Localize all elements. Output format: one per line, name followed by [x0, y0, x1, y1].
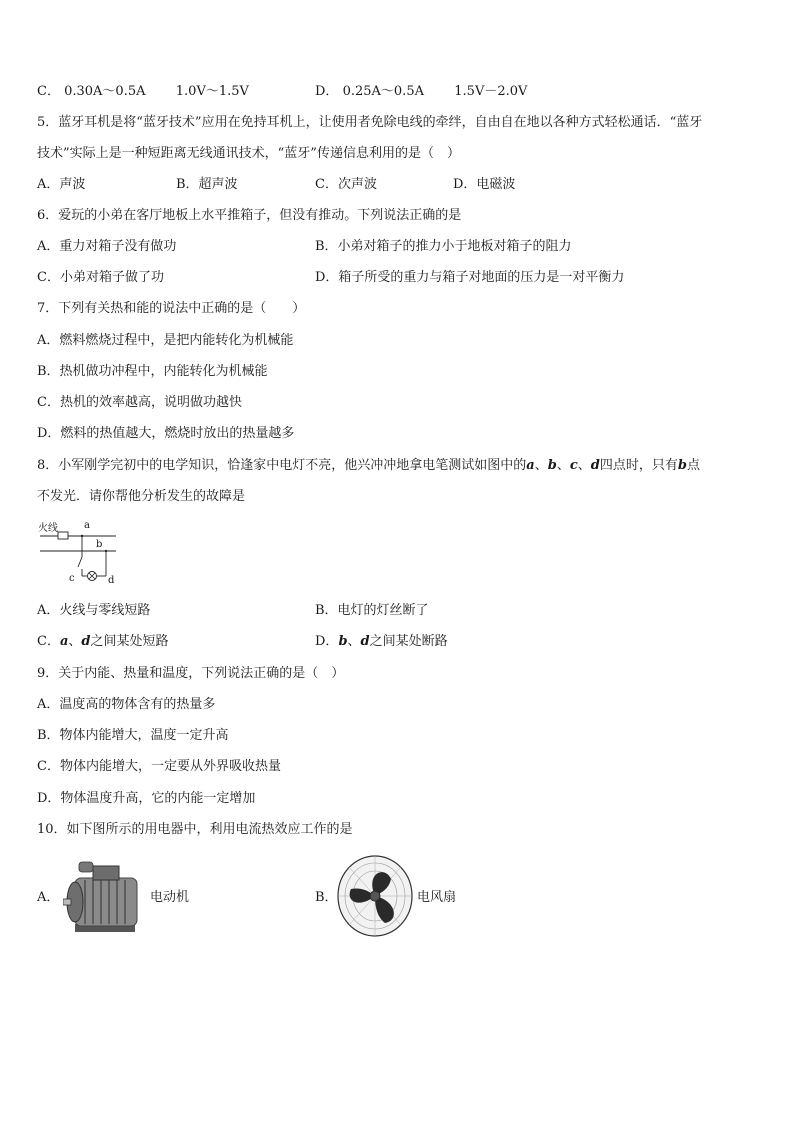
q8-stem-end: 点 — [686, 458, 700, 473]
q8-point-b: b — [547, 458, 557, 473]
q10-option-a-letter[interactable]: A． — [37, 890, 60, 905]
q7-stem: 7．下列有关热和能的说法中正确的是（ ） — [37, 301, 306, 316]
q4-option-c-voltage: 1.0V～1.5V — [175, 84, 249, 99]
q8-option-c-letter: C． — [37, 634, 60, 649]
q8-sep: 、 — [577, 458, 591, 473]
q8-sep: 、 — [534, 458, 548, 473]
q9-option-d[interactable]: D．物体温度升高，它的内能一定增加 — [37, 791, 256, 806]
q8-point-a: a — [526, 458, 535, 473]
live-wire-label: 火线 — [38, 523, 58, 534]
switch — [78, 557, 82, 567]
q9-option-c[interactable]: C．物体内能增大，一定要从外界吸收热量 — [37, 759, 281, 774]
q8-stem-mid: 四点时，只有 — [599, 458, 678, 473]
motor-icon — [63, 858, 148, 938]
fan-hub — [370, 891, 380, 901]
q9-option-a[interactable]: A．温度高的物体含有的热量多 — [37, 697, 216, 712]
fuse — [58, 532, 68, 539]
q8-point-b2: b — [677, 458, 687, 473]
point-c-label: c — [69, 573, 75, 584]
q5-option-b[interactable]: B．超声波 — [176, 177, 238, 192]
q4-option-d-voltage: 1.5V－2.0V — [454, 84, 528, 99]
electric-motor-image[interactable] — [63, 858, 148, 938]
q8-option-c[interactable] — [37, 633, 169, 651]
q5-option-d[interactable]: D．电磁波 — [453, 177, 516, 192]
q8-option-c-point-d: d — [81, 634, 91, 649]
q9-stem: 9．关于内能、热量和温度，下列说法正确的是（ ） — [37, 666, 345, 681]
q5-stem-line1: 5．蓝牙耳机是将“蓝牙技术”应用在免持耳机上，让使用者免除电线的牵绊，自由自在地以各种方式轻松通话．“蓝牙 — [37, 115, 703, 130]
q8-option-d-sep: 、 — [347, 634, 361, 649]
node-a — [81, 535, 83, 537]
q8-point-c: c — [569, 458, 578, 473]
q8-stem-line2: 不发光．请你帮他分析发生的故障是 — [37, 489, 246, 504]
q4-option-c[interactable] — [37, 83, 249, 101]
q6-option-c[interactable]: C．小弟对箱子做了功 — [37, 270, 164, 285]
point-d-label: d — [108, 575, 115, 586]
point-a-label: a — [84, 520, 90, 531]
q10-stem: 10．如下图所示的用电器中，利用电流热效应工作的是 — [37, 822, 353, 837]
q8-option-c-text: 之间某处短路 — [90, 634, 169, 649]
q4-option-d[interactable] — [315, 83, 527, 101]
q5-option-a[interactable]: A．声波 — [37, 177, 86, 192]
q8-point-d: d — [590, 458, 600, 473]
q8-option-d-point-b: b — [338, 634, 348, 649]
q8-stem-line1 — [37, 457, 700, 475]
q8-option-d[interactable] — [315, 633, 448, 651]
fan-icon — [335, 853, 415, 939]
q5-stem-line2: 技术”实际上是一种短距离无线通讯技术，“蓝牙”传递信息利用的是（ ） — [37, 146, 460, 161]
electric-fan-image[interactable] — [335, 853, 415, 939]
q5-option-c[interactable]: C．次声波 — [315, 177, 377, 192]
q8-option-d-point-d: d — [360, 634, 370, 649]
q7-option-b[interactable]: B．热机做功冲程中，内能转化为机械能 — [37, 364, 268, 379]
q6-option-b[interactable]: B．小弟对箱子的推力小于地板对箱子的阻力 — [315, 239, 572, 254]
q7-option-d[interactable]: D．燃料的热值越大，燃烧时放出的热量越多 — [37, 426, 295, 441]
q4-option-d-letter: D． — [315, 84, 339, 99]
motor-eye-bolt — [79, 862, 93, 872]
q8-circuit-figure — [38, 519, 120, 587]
q10-option-b-letter[interactable]: B． — [315, 890, 338, 905]
q10-option-b-label: 电风扇 — [417, 890, 457, 905]
motor-shaft — [63, 899, 71, 905]
q8-option-d-text: 之间某处断路 — [369, 634, 448, 649]
q8-option-c-point-a: a — [59, 634, 69, 649]
q4-option-c-letter: C． — [37, 84, 60, 99]
q8-option-d-letter: D． — [315, 634, 339, 649]
q9-option-b[interactable]: B．物体内能增大，温度一定升高 — [37, 728, 229, 743]
q7-option-c[interactable]: C．热机的效率越高，说明做功越快 — [37, 395, 242, 410]
q4-option-d-current: 0.25A～0.5A — [342, 84, 424, 99]
q8-option-a[interactable]: A．火线与零线短路 — [37, 603, 151, 618]
node-b — [105, 550, 107, 552]
q7-option-a[interactable]: A．燃料燃烧过程中，是把内能转化为机械能 — [37, 333, 294, 348]
motor-terminal-box — [93, 866, 119, 880]
q6-option-d[interactable]: D．箱子所受的重力与箱子对地面的压力是一对平衡力 — [315, 270, 625, 285]
q8-sep: 、 — [556, 458, 570, 473]
q4-option-c-current: 0.30A～0.5A — [64, 84, 146, 99]
q10-option-a-label: 电动机 — [150, 890, 190, 905]
q8-stem-pre: 8．小军刚学完初中的电学知识，恰逢家中电灯不亮，他兴冲冲地拿电笔测试如图中的 — [37, 458, 527, 473]
q6-stem: 6．爱玩的小弟在客厅地板上水平推箱子，但没有推动。下列说法正确的是 — [37, 208, 462, 223]
q8-option-b[interactable]: B．电灯的灯丝断了 — [315, 603, 429, 618]
point-b-label: b — [96, 539, 103, 550]
q8-option-c-sep: 、 — [68, 634, 82, 649]
q6-option-a[interactable]: A．重力对箱子没有做功 — [37, 239, 177, 254]
